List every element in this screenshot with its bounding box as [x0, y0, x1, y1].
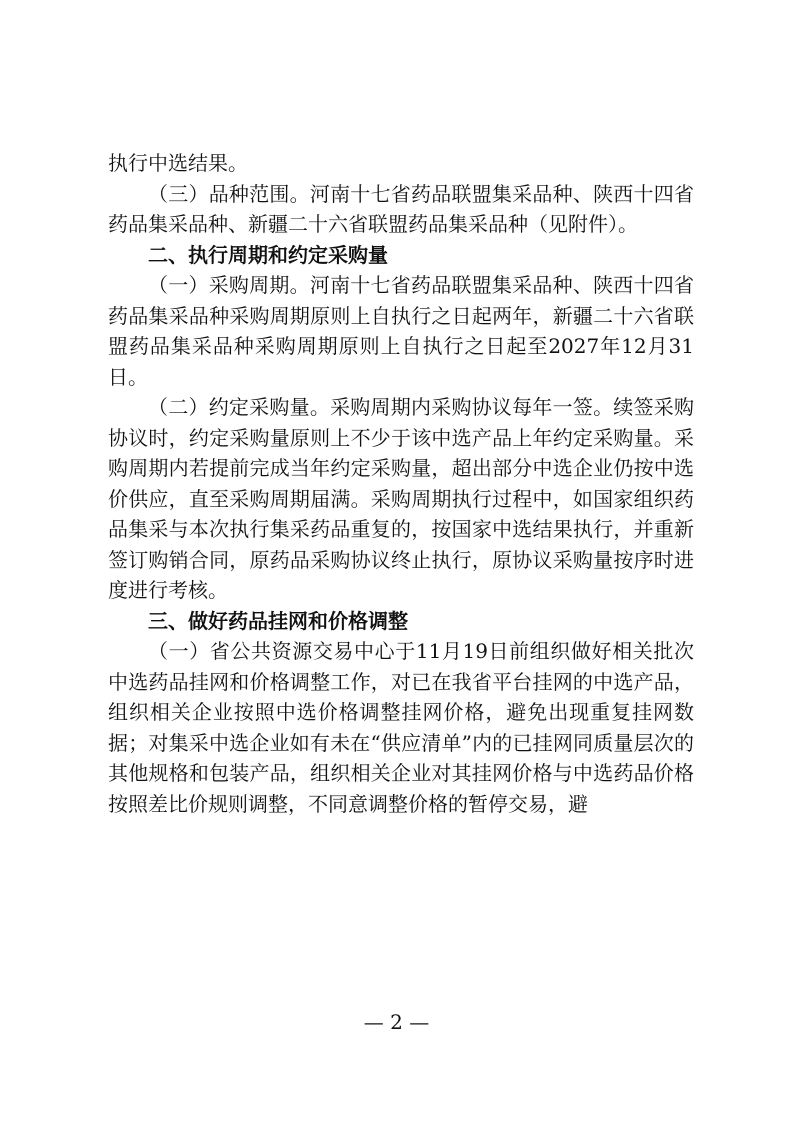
- paragraph-variety-scope: （三）品种范围。河南十七省药品联盟集采品种、陕西十四省药品集采品种、新疆二十六省联盟药品集采品种（见附件）。: [108, 181, 694, 236]
- page-number: — 2 —: [363, 1010, 430, 1034]
- paragraph-agreed-volume: （二）约定采购量。采购周期内采购协议每年一签。续签采购协议时，约定采购量原则上不少于该中选产品上年约定采购量。采购周期内若提前完成当年约定采购量，超出部分中选企业仍按中选价供应，直至采购周期届满。采购周期执行过程中，如国家组织药品集采与本次执行集采药品重复的，按国家中选结果执行，并重新签订购销合同，原药品采购协议终止执行，原协议采购量按序时进度进行考核。: [108, 395, 694, 602]
- document-body: [108, 148, 694, 819]
- section-heading-listing-price-adjustment: 三、做好药品挂网和价格调整: [148, 608, 408, 633]
- paragraph-continuation: 执行中选结果。: [108, 151, 248, 175]
- section-heading-execution-period: 二、执行周期和约定采购量: [148, 242, 388, 267]
- paragraph-listing-adjustment: （一）省公共资源交易中心于11月19日前组织做好相关批次中选药品挂网和价格调整工作，对已在我省平台挂网的中选产品，组织相关企业按照中选价格调整挂网价格，避免出现重复挂网数据；对集采中选企业如有未在“供应清单”内的已挂网同质量层次的其他规格和包装产品，组织相关企业对其挂网价格与中选药品价格按照差比价规则调整，不同意调整价格的暂停交易，避: [108, 639, 694, 816]
- paragraph-procurement-period: （一）采购周期。河南十七省药品联盟集采品种、陕西十四省药品集采品种采购周期原则上自执行之日起两年，新疆二十六省联盟药品集采品种采购周期原则上自执行之日起至2027年12月31日。: [108, 273, 694, 389]
